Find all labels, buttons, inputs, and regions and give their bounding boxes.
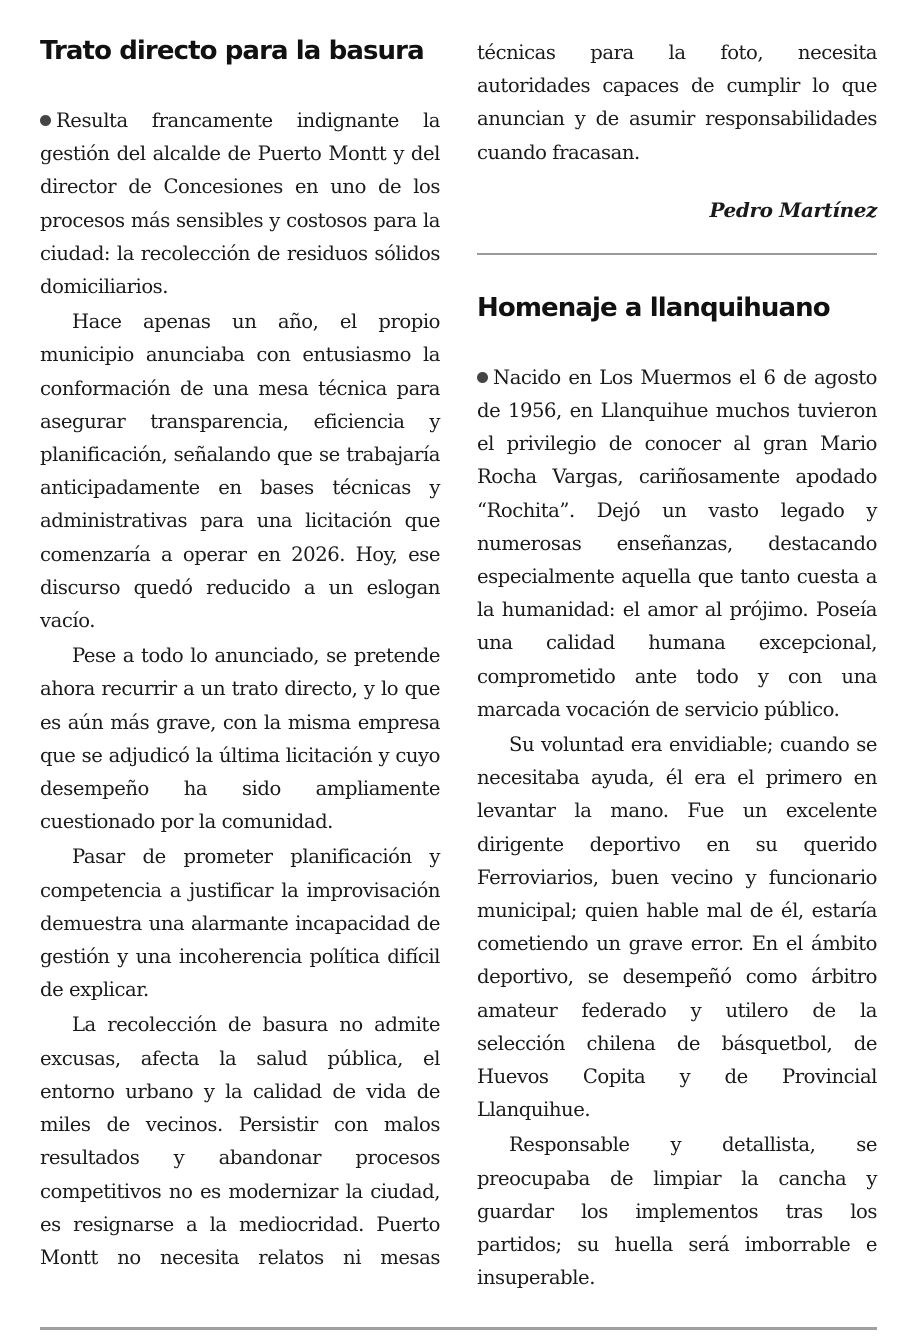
bullet-icon bbox=[40, 115, 51, 126]
bullet-icon bbox=[477, 372, 488, 383]
letter-headline: Homenaje a llanquihuano bbox=[477, 292, 830, 323]
letter-paragraph-part-1 bbox=[40, 1008, 440, 1274]
paragraph-text: Nacido en Los Muermos el 6 de agosto de 1956, en Llanquihue muchos tuvieron el privilegio de conocer al gran Mario Rocha Vargas, cariñosamente apodado “Rochita”. Dejó un vasto legado y numerosas enseñanzas, destacando especialmente aquella que tanto cuesta a la humanidad: el amor al prójimo. Poseía una calidad humana excepcional, comprometido ante todo y con una marcada vocación de servicio público. bbox=[477, 365, 877, 721]
letter-paragraph bbox=[40, 104, 440, 303]
author-signature: Pedro Martínez bbox=[709, 197, 877, 222]
letter-paragraph: Pese a todo lo anunciado, se pretende ahora recurrir a un trato directo, y lo que es aún más grave, con la misma empresa que se adjudicó la última licitación y cuyo desempeño ha sido ampliamente cuestionado por la comunidad. bbox=[40, 644, 440, 834]
letter-paragraph: Hace apenas un año, el propio municipio anunciaba con entusiasmo la conformación de una mesa técnica para asegurar transparencia, eficiencia y planificación, señalando que se trabajaría anticipadamente en bases técnicas y administrativas para una licitación que comenzaría a operar en 2026. Hoy, ese discurso quedó reducido a un eslogan vacío. bbox=[40, 310, 440, 633]
letter-paragraph bbox=[477, 361, 877, 726]
bottom-divider bbox=[40, 1327, 877, 1330]
left-column bbox=[40, 0, 440, 1274]
letter-headline: Trato directo para la basura bbox=[40, 36, 424, 66]
divider bbox=[477, 253, 877, 255]
paragraph-text: La recolección de basura no admite excusas, afecta la salud pública, el entorno urbano y la calidad de vida de miles de vecinos. Persistir con malos resultados y abandonar procesos competitivos no es modernizar la ciudad, es resignarse a la mediocridad. Puerto Montt no necesita relatos ni mesas bbox=[40, 1013, 440, 1269]
paragraph-text: Resulta francamente indignante la gestión del alcalde de Puerto Montt y del director de Concesiones en uno de los procesos más sensibles y costosos para la ciudad: la recolección de residuos sólidos domiciliarios. bbox=[40, 109, 440, 299]
letter-paragraph: Pasar de prometer planificación y competencia a justificar la improvisación demuestra una alarmante incapacidad de gestión y una incoherencia política difícil de explicar. bbox=[40, 845, 440, 1002]
letter-paragraph-part-2: técnicas para la foto, necesita autoridades capaces de cumplir lo que anuncian y de asumir responsabilidades cuando fracasan. bbox=[477, 41, 877, 164]
letter-paragraph: Su voluntad era envidiable; cuando se necesitaba ayuda, él era el primero en levantar la mano. Fue un excelente dirigente deportivo en su querido Ferroviarios, buen vecino y funcionario municipal; quien hable mal de él, estaría cometiendo un grave error. En el ámbito deportivo, se desempeñó como árbitro amateur federado y utilero de la selección chilena de básquetbol, de Huevos Copita y de Provincial Llanquihue. bbox=[477, 733, 877, 1122]
right-column bbox=[477, 0, 877, 1295]
letter-paragraph: Responsable y detallista, se preocupaba de limpiar la cancha y guardar los implementos tras los partidos; su huella será imborrable e insuperable. bbox=[477, 1133, 877, 1290]
